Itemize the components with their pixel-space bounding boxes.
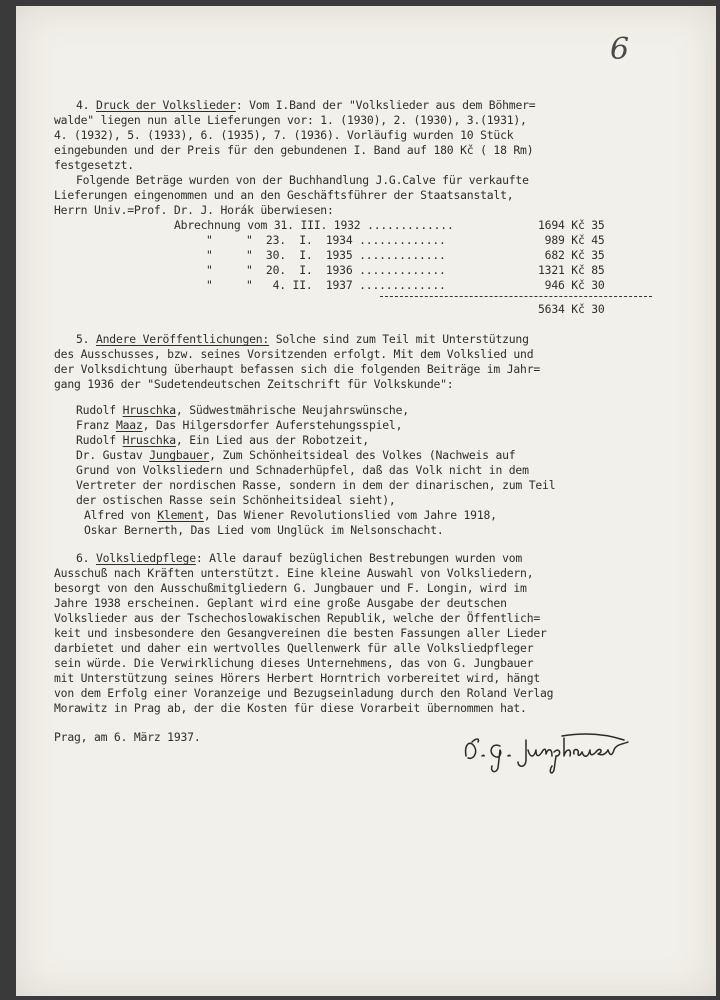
payment-row-amount: 1694 Kč 35 xyxy=(538,218,605,232)
text-line: Jahre 1938 erscheinen. Geplant wird eine große Ausgabe der deutschen xyxy=(54,596,507,610)
text-line: Herrn Univ.=Prof. Dr. J. Horák überwiesen: xyxy=(54,203,334,217)
text-line: Lieferungen eingenommen und an den Geschäftsführer der Staatsanstalt, xyxy=(54,188,514,202)
section-6-number: 6. xyxy=(76,551,96,565)
section-5-text: Solche sind zum Teil mit Unterstützung xyxy=(269,332,529,346)
payment-row-label: Abrechnung vom 31. III. 1932 ............. xyxy=(174,218,454,232)
text-line: darbietet und daher ein wertvolles Quellenwerk für alle Volksliedpfleger xyxy=(54,641,534,655)
text-line: gang 1936 der "Sudetendeutschen Zeitschrift für Volkskunde": xyxy=(54,377,454,391)
text-line: mit Unterstützung seines Hörers Herbert Horntrich vorbereitet wird, hängt xyxy=(54,671,541,685)
sum-divider xyxy=(380,296,652,297)
publication-entry: Oskar Bernerth, Das Lied vom Unglück im Nelsonschacht. xyxy=(84,523,444,537)
section-5-title: Andere Veröffentlichungen: xyxy=(95,332,270,346)
author-first: Franz xyxy=(76,418,116,432)
section-6-text: : Alle darauf bezüglichen Bestrebungen wurden vom xyxy=(195,551,523,565)
publication-entry xyxy=(76,418,402,433)
author-surname: Hruschka xyxy=(122,403,176,417)
section-4-title: Druck der Volkslieder xyxy=(95,98,236,112)
author-surname: Jungbauer xyxy=(149,448,210,462)
section-4-heading-line xyxy=(76,98,535,113)
text-line: 4. (1932), 5. (1933), 6. (1935), 7. (1936). Vorläufig wurden 10 Stück xyxy=(54,128,514,142)
text-line: sein würde. Die Verwirklichung dieses Unternehmens, das von G. Jungbauer xyxy=(54,656,534,670)
publication-entry xyxy=(76,433,369,448)
payment-row-label: " " 30. I. 1935 ............. xyxy=(206,248,446,262)
payment-total: 5634 Kč 30 xyxy=(538,302,605,316)
section-5-heading-line xyxy=(76,332,529,347)
author-first: Rudolf xyxy=(76,403,123,417)
publication-entry xyxy=(76,403,409,418)
text-line: Ausschuß nach Kräften unterstützt. Eine kleine Auswahl von Volksliedern, xyxy=(54,566,534,580)
payment-row-label: " " 20. I. 1936 ............. xyxy=(206,263,446,277)
text-line: der Volksdichtung überhaupt befassen sich die folgenden Beiträge im Jahr= xyxy=(54,362,541,376)
payment-row-amount: 682 Kč 35 xyxy=(538,248,605,262)
entry-title: , Das Hilgersdorfer Auferstehungsspiel, xyxy=(142,418,403,432)
entry-title: , Das Wiener Revolutionslied vom Jahre 1918, xyxy=(203,508,497,522)
text-line: der ostischen Rasse sein Schönheitsideal sieht), xyxy=(76,493,396,507)
text-line: Volkslieder aus der Tschechoslowakischen Republik, welche der Öffentlich= xyxy=(54,611,541,625)
payment-row-label: " " 23. I. 1934 ............. xyxy=(206,233,446,247)
text-line: Grund von Volksliedern und Schnaderhüpfel, daß das Volk nicht in dem xyxy=(76,463,529,477)
author-first: Dr. Gustav xyxy=(76,448,150,462)
section-4-number: 4. xyxy=(76,98,96,112)
handwritten-signature xyxy=(456,722,646,786)
author-surname: Klement xyxy=(157,508,204,522)
author-surname: Maaz xyxy=(115,418,143,432)
document-page xyxy=(16,6,716,996)
entry-title: , Zum Schönheitsideal des Volkes (Nachweis auf xyxy=(209,448,516,462)
signature-drawing xyxy=(456,722,646,782)
text-line: von dem Erfolg einer Voranzeige und Bezugseinladung durch den Roland Verlag xyxy=(54,686,554,700)
author-first: Rudolf xyxy=(76,433,123,447)
place-date: Prag, am 6. März 1937. xyxy=(54,730,201,744)
author-surname: Hruschka xyxy=(122,433,176,447)
payment-row-amount: 946 Kč 30 xyxy=(538,278,605,292)
payment-row-amount: 1321 Kč 85 xyxy=(538,263,605,277)
text-line: des Ausschusses, bzw. seines Vorsitzenden erfolgt. Mit dem Volkslied und xyxy=(54,347,534,361)
entry-title: , Ein Lied aus der Robotzeit, xyxy=(175,433,369,447)
section-4-text: : Vom I.Band der "Volkslieder aus dem Böhmer= xyxy=(235,98,536,112)
section-6-title: Volksliedpflege xyxy=(95,551,196,565)
text-line: Folgende Beträge wurden von der Buchhandlung J.G.Calve für verkaufte xyxy=(76,173,529,187)
text-line: eingebunden und der Preis für den gebundenen I. Band auf 180 Kč ( 18 Rm) xyxy=(54,143,534,157)
section-6-heading-line xyxy=(76,551,522,566)
text-line: besorgt von den Ausschußmitgliedern G. Jungbauer und F. Longin, wird im xyxy=(54,581,527,595)
entry-title: , Südwestmährische Neujahrswünsche, xyxy=(175,403,409,417)
publication-entry xyxy=(84,508,497,523)
text-line: Vertreter der nordischen Rasse, sondern in dem der dinarischen, zum Teil xyxy=(76,478,556,492)
payment-row-amount: 989 Kč 45 xyxy=(538,233,605,247)
publication-entry xyxy=(76,448,515,463)
text-line: Morawitz in Prag ab, der die Kosten für diese Vorarbeit übernommen hat. xyxy=(54,701,527,715)
text-line: festgesetzt. xyxy=(54,158,134,172)
author-first: Alfred von xyxy=(84,508,158,522)
text-line: walde" liegen nun alle Lieferungen vor: 1. (1930), 2. (1930), 3.(1931), xyxy=(54,113,527,127)
text-line: keit und insbesondere den Gesangvereinen die besten Fassungen aller Lieder xyxy=(54,626,547,640)
section-5-number: 5. xyxy=(76,332,96,346)
page-number: 6 xyxy=(610,32,630,67)
payment-row-label: " " 4. II. 1937 ............. xyxy=(206,278,446,292)
